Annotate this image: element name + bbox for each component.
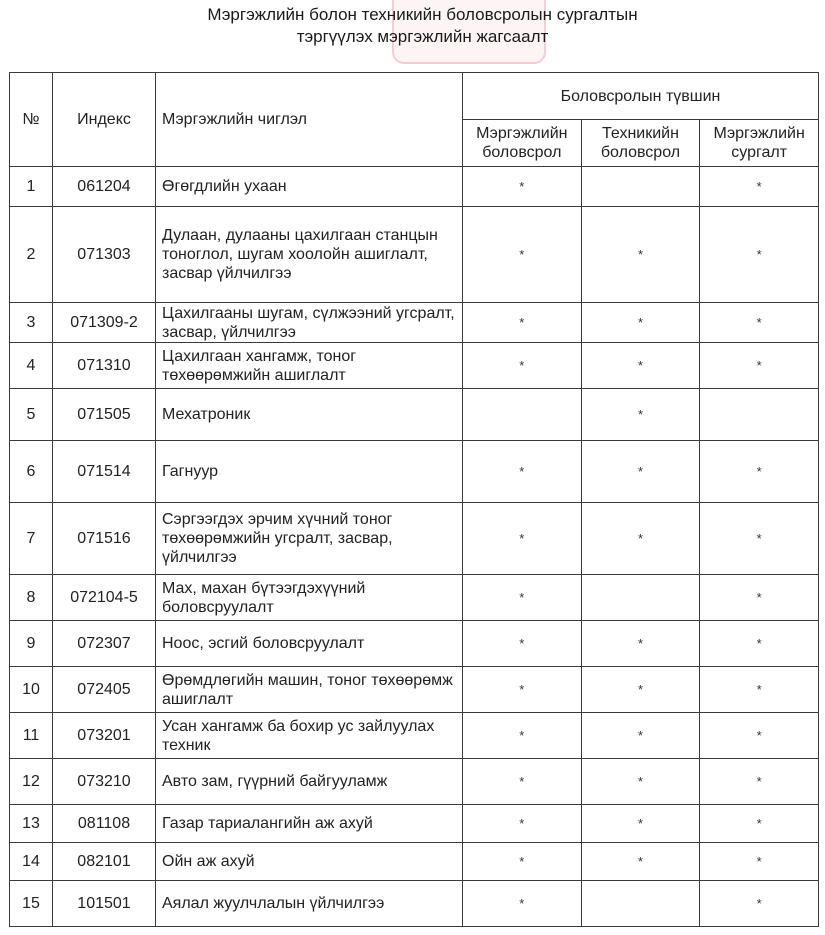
row-number: 13	[10, 805, 53, 843]
row-number: 4	[10, 343, 53, 389]
header-index: Индекс	[53, 73, 156, 167]
row-number: 8	[10, 575, 53, 621]
table-row	[10, 207, 819, 303]
table-body	[10, 167, 819, 927]
row-vocational-education-mark: *	[463, 303, 582, 343]
row-direction: Өрөмдлөгийн машин, тоног төхөөрөмж ашиглалт	[156, 667, 463, 713]
row-index: 081108	[53, 805, 156, 843]
row-number: 6	[10, 441, 53, 503]
row-number: 5	[10, 389, 53, 441]
table-row	[10, 503, 819, 575]
row-technical-education-mark: *	[581, 843, 700, 881]
row-technical-education-mark: *	[581, 667, 700, 713]
row-index: 072405	[53, 667, 156, 713]
row-direction: Аялал жуулчлалын үйлчилгээ	[156, 881, 463, 927]
row-number: 14	[10, 843, 53, 881]
table-row	[10, 805, 819, 843]
header-vocational-training: Мэргэжлийн сургалт	[700, 120, 819, 167]
row-technical-education-mark: *	[581, 389, 700, 441]
row-number: 1	[10, 167, 53, 207]
row-vocational-education-mark: *	[463, 441, 582, 503]
row-direction: Дулаан, дулааны цахилгаан станцын тоноглол, шугам хоолойн ашиглалт, засвар үйлчилгээ	[156, 207, 463, 303]
row-vocational-education-mark: *	[463, 843, 582, 881]
row-direction: Ноос, эсгий боловсруулалт	[156, 621, 463, 667]
header-no: №	[10, 73, 53, 167]
table-row	[10, 441, 819, 503]
row-number: 2	[10, 207, 53, 303]
row-direction: Мехатроник	[156, 389, 463, 441]
table-row	[10, 167, 819, 207]
row-vocational-education-mark: *	[463, 805, 582, 843]
row-index: 072307	[53, 621, 156, 667]
row-direction: Ойн аж ахуй	[156, 843, 463, 881]
table-row	[10, 343, 819, 389]
row-vocational-training-mark: *	[700, 667, 819, 713]
row-technical-education-mark: *	[581, 343, 700, 389]
row-technical-education-mark: *	[581, 621, 700, 667]
row-vocational-education-mark: *	[463, 621, 582, 667]
table-row	[10, 881, 819, 927]
table-row	[10, 621, 819, 667]
row-technical-education-mark: *	[581, 207, 700, 303]
row-vocational-training-mark: *	[700, 575, 819, 621]
profession-table	[9, 72, 819, 927]
row-technical-education-mark: *	[581, 303, 700, 343]
row-number: 3	[10, 303, 53, 343]
row-direction: Мах, махан бүтээгдэхүүний боловсруулалт	[156, 575, 463, 621]
row-number: 10	[10, 667, 53, 713]
row-vocational-education-mark	[463, 389, 582, 441]
row-vocational-training-mark: *	[700, 343, 819, 389]
row-vocational-training-mark: *	[700, 843, 819, 881]
document-title	[0, 4, 825, 48]
row-index: 082101	[53, 843, 156, 881]
row-technical-education-mark: *	[581, 805, 700, 843]
row-direction: Газар тариалангийн аж ахуй	[156, 805, 463, 843]
row-number: 15	[10, 881, 53, 927]
row-technical-education-mark: *	[581, 713, 700, 759]
row-index: 061204	[53, 167, 156, 207]
row-index: 071516	[53, 503, 156, 575]
table-row	[10, 843, 819, 881]
row-vocational-training-mark: *	[700, 713, 819, 759]
row-technical-education-mark	[581, 575, 700, 621]
row-vocational-training-mark: *	[700, 303, 819, 343]
row-technical-education-mark: *	[581, 503, 700, 575]
title-line-1: Мэргэжлийн болон техникийн боловсролын сургалтын	[207, 5, 638, 24]
header-vocational-education: Мэргэжлийн боловсрол	[463, 120, 582, 167]
title-line-2: тэргүүлэх мэргэжлийн жагсаалт	[296, 27, 549, 46]
row-index: 073210	[53, 759, 156, 805]
row-vocational-training-mark	[700, 389, 819, 441]
row-vocational-training-mark: *	[700, 805, 819, 843]
row-technical-education-mark: *	[581, 441, 700, 503]
header-education-level: Боловсролын түвшин	[463, 73, 819, 120]
table-row	[10, 303, 819, 343]
row-technical-education-mark	[581, 881, 700, 927]
row-technical-education-mark: *	[581, 759, 700, 805]
row-technical-education-mark	[581, 167, 700, 207]
table-row	[10, 713, 819, 759]
row-vocational-training-mark: *	[700, 503, 819, 575]
row-number: 7	[10, 503, 53, 575]
row-index: 071514	[53, 441, 156, 503]
row-direction: Цахилгаан хангамж, тоног төхөөрөмжийн ашиглалт	[156, 343, 463, 389]
row-vocational-education-mark: *	[463, 503, 582, 575]
row-index: 101501	[53, 881, 156, 927]
row-direction: Цахилгааны шугам, сүлжээний угсралт, засвар, үйлчилгээ	[156, 303, 463, 343]
row-vocational-education-mark: *	[463, 207, 582, 303]
row-number: 12	[10, 759, 53, 805]
row-number: 11	[10, 713, 53, 759]
row-number: 9	[10, 621, 53, 667]
row-vocational-education-mark: *	[463, 343, 582, 389]
row-vocational-training-mark: *	[700, 759, 819, 805]
row-vocational-training-mark: *	[700, 167, 819, 207]
row-index: 071303	[53, 207, 156, 303]
row-index: 071310	[53, 343, 156, 389]
row-vocational-education-mark: *	[463, 881, 582, 927]
row-direction: Усан хангамж ба бохир ус зайлуулах техник	[156, 713, 463, 759]
row-vocational-education-mark: *	[463, 667, 582, 713]
row-index: 071505	[53, 389, 156, 441]
row-vocational-training-mark: *	[700, 207, 819, 303]
row-direction: Гагнуур	[156, 441, 463, 503]
row-index: 073201	[53, 713, 156, 759]
row-vocational-training-mark: *	[700, 621, 819, 667]
row-vocational-education-mark: *	[463, 575, 582, 621]
table-row	[10, 389, 819, 441]
row-vocational-education-mark: *	[463, 713, 582, 759]
row-direction: Өгөгдлийн ухаан	[156, 167, 463, 207]
row-index: 072104-5	[53, 575, 156, 621]
row-vocational-education-mark: *	[463, 167, 582, 207]
table-row	[10, 667, 819, 713]
table-row	[10, 575, 819, 621]
header-direction: Мэргэжлийн чиглэл	[156, 73, 463, 167]
row-direction: Авто зам, гүүрний байгууламж	[156, 759, 463, 805]
row-index: 071309-2	[53, 303, 156, 343]
row-vocational-training-mark: *	[700, 441, 819, 503]
row-direction: Сэргээгдэх эрчим хүчний тоног төхөөрөмжийн угсралт, засвар, үйлчилгээ	[156, 503, 463, 575]
header-technical-education: Техникийн боловсрол	[581, 120, 700, 167]
table-row	[10, 759, 819, 805]
row-vocational-training-mark: *	[700, 881, 819, 927]
row-vocational-education-mark: *	[463, 759, 582, 805]
